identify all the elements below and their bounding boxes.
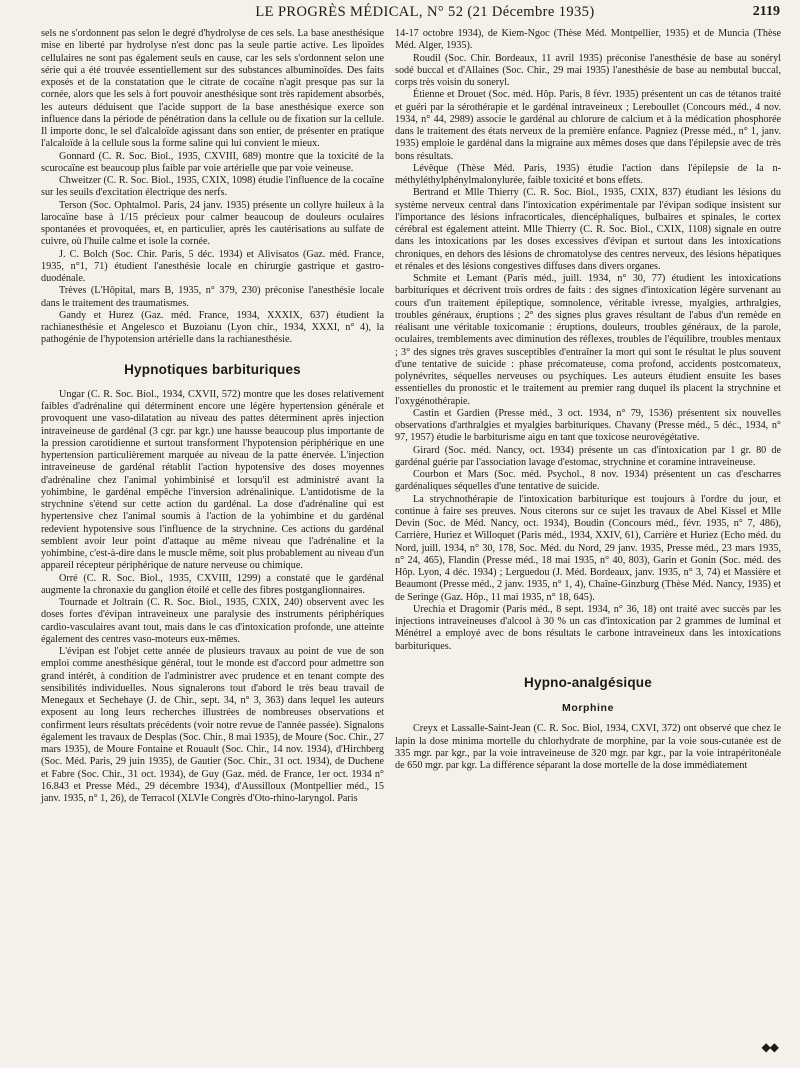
paragraph: Courbon et Mars (Soc. méd. Psychol., 8 nov. 1934) présentent un cas d'escharres gardénaliques séquelles d'une tentative de suicide. [395,469,781,493]
paragraph: Roudil (Soc. Chir. Bordeaux, 11 avril 1935) préconise l'anesthésie de base au sonéryl sodé buccal et d'Allaines (Soc. Chir., 29 mai 1935) l'anesthésie de base au nembutal buccal, corps très voisin du soneryl. [395,52,781,88]
paragraph: Castin et Gardien (Presse méd., 3 oct. 1934, n° 79, 1536) présentent six nouvelles observations d'arthralgies et myalgies barbituriques. Chavany (Presse méd., 5 déc., 1934, n° 97, 1957) étudie le barbiturisme aigu en tant que toxicose neurovégétative. [395,407,781,444]
end-ornament: ◆◆ [761,1040,778,1054]
left-column [41,28,384,805]
paragraph: Chweitzer (C. R. Soc. Biol., 1935, CXIX, 1098) étudie l'influence de la cocaïne sur les seuils d'excitation électrique des nerfs. [41,175,384,199]
paragraph: L'évipan est l'objet cette année de plusieurs travaux au point de vue de son emploi comme anesthésique général, tout le monde est d'accord pour admettre son grand intérêt, à condition de l'administrer avec prudence et en tenant compte des sensibilités individuelles. Nous signalerons tout d'abord le très beau travail de Menegaux et Sechehaye (J. de Chir., sept. 34, n° 3, 363) dans lequel les auteurs exposent au long leurs recherches illustrées de nombreuses observations et confirment leurs résultats précédents (voir notre revue de l'année passée). Signalons également les travaux de Desplas (Soc. Chir., 8 mai 1935), de Moure (Soc. Chir., 27 mars 1935), de Moure Fontaine et Rouault (Soc. Chir., 14 nov. 1934), d'Hirchberg (Soc. Méd. Paris, 29 juin 1935), de Gautier (Soc. Chir., 31 oct. 1934), de Duchene et Fabre (Soc. Chir., 31 oct. 1934), de Guy (Gaz. méd. de France, 1er oct. 1934 n° 16.843 et Presse Méd., 29 décembre 1934), d'Aussilloux (Montpellier méd., 15 janv. 1935, n° 1, 26), de Terracol (XLVIe Congrès d'Oto-rhino-laryngol. Paris [41,646,384,804]
page-number: 2119 [752,4,780,19]
section-heading: Hypnotiques barbituriques [124,361,301,377]
paragraph: Tournade et Joltrain (C. R. Soc. Biol., 1935, CXIX, 240) observent avec les doses fortes d'évipan intraveineux une paralysie des instruments périphériques cardio-vasculaires avant tout, mais dans le cas d'intoxication profonde, une atteinte également des centres vaso-moteurs eux-mêmes. [41,597,384,645]
paragraph: Orré (C. R. Soc. Biol., 1935, CXVIII, 1299) a constaté que le gardénal augmente la chronaxie du ganglion étoilé et celle des fibres postganglionnaires. [41,572,384,596]
paragraph: Ungar (C. R. Soc. Biol., 1934, CXVII, 572) montre que les doses relativement faibles d'adrénaline qui déterminent encore une légère hypertension générale et provoquent une vaso-dilatation au niveau des pattes déterminent après injection intraveineuse de gardénal (3 cgr. par kgr.) une hausse beaucoup plus importante de la pression carotidienne et surtout transforment l'hypotension périphérique en une hypertension particulièrement marquée au niveau de la patte énervée. L'injection intraveineuse de gardénal rétablit l'action hypotensive des doses moyennes d'adrénaline chez l'animal yohimbinisé et lorsqu'il est administré avant la yohimbine, le gardénal empêche l'inversion adrénalinique. L'antidotisme de la strychnine s'étend sur cette action du gardénal. La dose d'adrénaline qui est hypertensive chez l'animal soumis à l'action de la yohimbine et du gardénal redevient hypotensive sous l'influence de la strychnine. Ces actions du gardénal semblent avoir leur point d'attaque au même niveau que l'adrénaline et la yohimbine, c'est-à-dire dans le muscle même, soit plus probablement au niveau d'un appareil récepteur périphérique de nature nerveuse ou chimique. [41,388,384,572]
paragraph: Trèves (L'Hôpital, mars B, 1935, n° 379, 230) préconise l'anesthésie locale dans le traitement des traumatismes. [41,285,384,309]
running-header [70,4,780,26]
paragraph: Urechia et Dragomir (Paris méd., 8 sept. 1934, n° 36, 18) ont traité avec succès par les injections intraveineuses d'alcool à 30 % un cas d'intoxication par 2 grammes de luminal et Ménétrel a employé avec de bons résultats le carbone intraveineux dans les intoxications barbituriques. [395,603,781,652]
paragraph: Schmite et Lemant (Paris méd., juill. 1934, n° 30, 77) étudient les intoxications barbituriques et décrivent trois ordres de faits : des signes d'intoxication légère survenant au cours d'un traitement épileptique, somnolence, véritable ivresse, myalgies, arthralgies, troubles généraux, éruptions ; 2° des signes plus graves résultant de l'abus d'un remède en réalisant une véritable toxicomanie : éruptions, douleurs, troubles généraux, de la parole, oculaires, tremblements avec diminution des réflexes, troubles de l'équilibre, troubles mentaux ; 3° des signes très graves susceptibles d'entraîner la mort qui sont le résultat le plus souvent d'une tentative de suicide : phase précomateuse, coma profond, accidents postcomateux, polynévrites, séquelles nerveuses ou psychiques. Les auteurs étudient ensuite les bases essentielles du pronostic et le traitement au premier rang duquel ils placent la strychnine et l'oxygénothérapie. [395,273,781,407]
paragraph: Étienne et Drouet (Soc. méd. Hôp. Paris, 8 févr. 1935) présentent un cas de tétanos traité et guéri par la sérothérapie et le gardénal intraveineux ; Lereboullet (Concours méd., 4 nov. 1934, n° 44, 2989) associe le gardénal au chlorure de calcium et à la médication phosphorée dans le traitement des états nerveux de la première enfance. Pagniez (Presse méd., n° 1, janv. 1935) emploie le gardénal dans la migraine aux mêmes doses que dans l'épilepsie avec de très bons résultats. [395,89,781,162]
subsection-heading: Morphine [561,702,615,714]
paragraph: Girard (Soc. méd. Nancy, oct. 1934) présente un cas d'intoxication par 1 gr. 80 de gardénal guérie par l'association lavage d'estomac, strychnine et coramine intraveineuse. [395,444,781,468]
paragraph: Creyx et Lassalle-Saint-Jean (C. R. Soc. Biol, 1934, CXVI, 372) ont observé que chez le lapin la dose minima mortelle du chlorhydrate de morphine, par la voie sous-cutanée est de 335 mgr. par kgr., par la voie intraveineuse de 320 mgr. par kgr., par la voie intrapéritonéale de 650 mgr. par kgr. La différence séparant la dose mortelle de la dose immédiatement [395,723,781,771]
paragraph: Lévêque (Thèse Méd. Paris, 1935) étudie l'action dans l'épilepsie de la n-méthyléthylphénylmalonylurée, faible toxicité et bons effets. [395,162,781,186]
paragraph: La strychnothérapie de l'intoxication barbiturique est toujours à l'ordre du jour, et continue à faire ses preuves. Nous citerons sur ce sujet les travaux de Abel Kissel et Mlle Devin (Soc. de Méd. Nancy, oct. 1934), Boudin (Concours méd., févr. 1935, n° 7, 486), Carrière, Huriez et Willoquet (Paris méd., 1934, XXIV, 61), Carrière et Huriez (Echo méd. du Nord, juill. 1934, n° 30, 178, Soc. Méd. du Nord, 29 janv. 1935, Presse méd., 23 mars 1935, n° 24, 465), Flandin (Presse méd., 18 mai 1935, n° 40, 803), Garin et Gonin (Soc. méd. des Hôp. Lyon, 4 déc. 1934) ; Lerguedou (J. Méd. Bordeaux, janv. 1935, n° 3, 74) et Massière et Beaumont (Presse méd., 2 janv. 1935, n° 1, 4), Chaîne-Ginzburg (Thèse Méd. Nancy, 1935) et de Seringe (Gaz. Hôp., 11 mai 1935, n° 18, 645). [395,493,781,603]
right-column [395,28,781,772]
paragraph: J. C. Bolch (Soc. Chir. Paris, 5 déc. 1934) et Alivisatos (Gaz. méd. France, 1935, n°1, 71) étudient l'anesthésie locale en chirurgie gastrique et gastro-duodénale. [41,248,384,284]
paragraph: 14-17 octobre 1934), de Kiem-Ngoc (Thèse Méd. Montpellier, 1935) et de Muncia (Thèse Méd. Alger, 1935). [395,28,781,52]
paragraph: Terson (Soc. Ophtalmol. Paris, 24 janv. 1935) présente un collyre huileux à la larocaïne base à 1/15 précieux pour calmer beaucoup de douleurs oculaires spontanées et provoquées, et, en particulier, après les cautérisations au sulfate de cuivre, où l'huile calme et isole la cornée. [41,199,384,248]
paragraph: Gonnard (C. R. Soc. Biol., 1935, CXVIII, 689) montre que la toxicité de la scurocaïne est beaucoup plus faible par voie artérielle que par voie veineuse. [41,150,384,174]
section-heading: Hypno-analgésique [524,674,652,690]
paragraph: sels ne s'ordonnent pas selon le degré d'hydrolyse de ces sels. La base anesthésique mise en liberté par hydrolyse n'est donc pas la seule partie active. Les lipoïdes cellulaires ne sont pas également seuls en cause, car les sels s'ordonnent selon une série qui a été trouvée essentiellement sur des substances albuminoïdes. Des faits exposés et de la constatation que le citrate de cocaïne n'agit presque pas sur la cornée, alors que les sels à fort pouvoir anesthésique sont très rapidement absorbés, les auteurs déduisent que l'acide support de la base anesthésique exerce son influence dans la période de pénétration dans la cellule ou de fixation sur la cellule. Il importe donc, le sel d'alcaloïde agissant dans son entier, de présenter en pratique l'alcaloïde à la cellule sous la forme saline qui lui convient le mieux. [41,28,384,150]
running-title: LE PROGRÈS MÉDICAL, N° 52 (21 Décembre 1935) [255,4,595,20]
paragraph: Bertrand et Mlle Thierry (C. R. Soc. Biol., 1935, CXIX, 837) étudiant les lésions du système nerveux central dans l'intoxication expérimentale par l'évipan sodique insistent sur l'importance des lésions infracorticales, diencéphaliques, bulbaires et spinales, le cortex cérébral est également atteint. Mlle Thierry (C. R. Soc. Biol., CXIX, 1108) signale en outre dans les intoxications par les doses excessives d'évipan et surtout dans les intoxications chroniques, en dehors des lésions de chromatolyse des centres nerveux, des lésions hépatiques et rénales et des lésions congestives diffuses dans divers organes. [395,187,781,272]
paragraph: Gandy et Hurez (Gaz. méd. France, 1934, XXXIX, 637) étudient la rachianesthésie et Angelesco et Buzoianu (Lyon chir., 1934, XXXI, n° 4), la pathogénie de l'hypotension artérielle dans la rachianesthésie. [41,309,384,346]
